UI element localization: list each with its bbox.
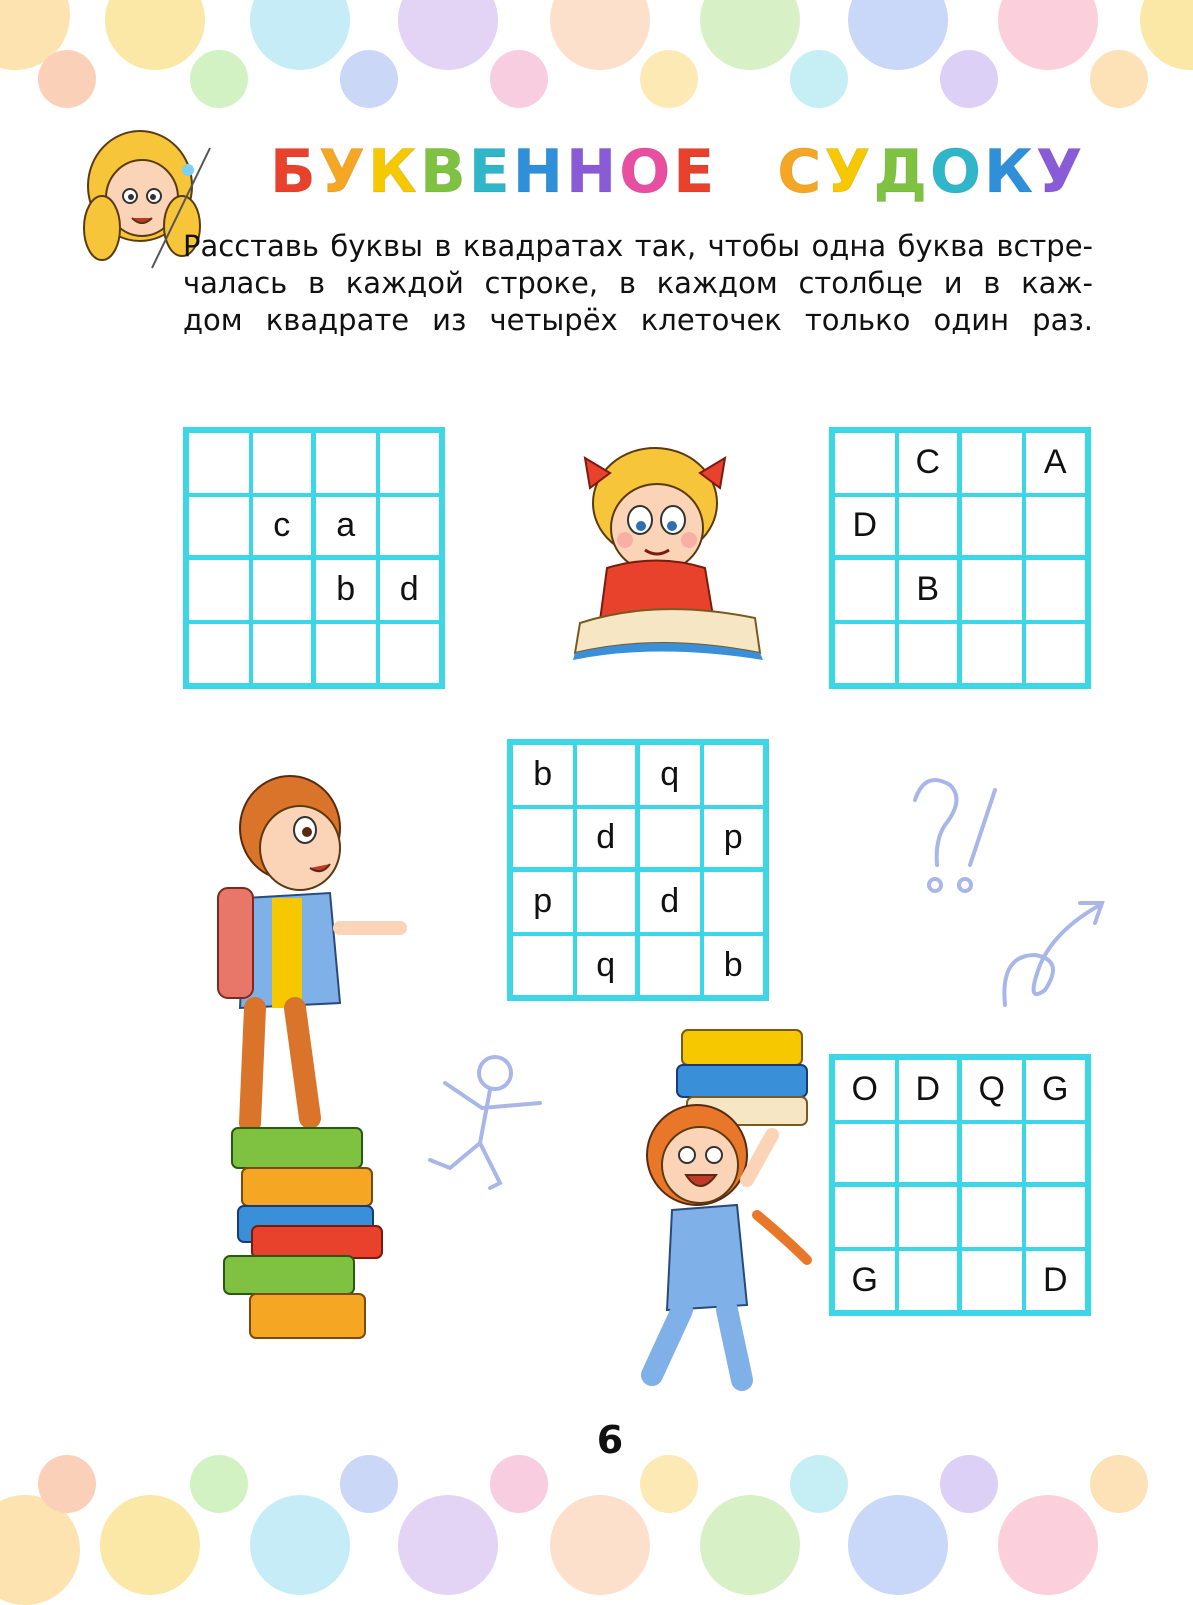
grid-cell[interactable]: d: [575, 807, 639, 871]
grid-cell[interactable]: [897, 1185, 961, 1249]
grid-cell[interactable]: [378, 495, 442, 559]
dot: [848, 0, 948, 70]
dot: [340, 1455, 398, 1513]
grid-cell[interactable]: B: [897, 558, 961, 622]
dot: [190, 50, 248, 108]
dot: [998, 0, 1098, 70]
dot: [940, 50, 998, 108]
arrow-loop-doodle: [995, 895, 1115, 1030]
grid-cell[interactable]: G: [1024, 1058, 1088, 1122]
girl-carrying-books-illustration: [622, 1025, 822, 1395]
title-letter: Н: [512, 137, 566, 207]
question-exclamation-doodle: [905, 770, 1005, 900]
dot: [848, 1495, 948, 1595]
dot: [38, 50, 96, 108]
grid-cell[interactable]: [702, 743, 766, 807]
grid-cell[interactable]: [251, 558, 315, 622]
dot: [790, 1455, 848, 1513]
grid-cell[interactable]: [702, 870, 766, 934]
grid-cell[interactable]: [960, 495, 1024, 559]
grid-cell[interactable]: p: [511, 870, 575, 934]
grid-cell[interactable]: [960, 622, 1024, 686]
dot: [940, 1455, 998, 1513]
title-letter: О: [929, 137, 984, 207]
title-letter: У: [824, 137, 874, 207]
page-title: [270, 132, 1086, 212]
title-letter: О: [619, 137, 674, 207]
grid-cell[interactable]: d: [378, 558, 442, 622]
instruction-line: чалась в каждой строке, в каждом столбце и в каж-: [183, 266, 1093, 300]
title-letter: К: [368, 137, 421, 207]
dot: [490, 50, 548, 108]
dot: [38, 1455, 96, 1513]
grid-cell[interactable]: [314, 431, 378, 495]
dot: [700, 0, 800, 70]
girl-reading-illustration: [545, 428, 770, 678]
grid-cell[interactable]: [960, 1122, 1024, 1186]
instruction-line: Расставь буквы в квадратах так, чтобы одна буква встре-: [183, 229, 1093, 263]
title-letter: Е: [673, 137, 718, 207]
grid-cell[interactable]: [897, 495, 961, 559]
grid-cell[interactable]: [378, 622, 442, 686]
title-letter: Е: [468, 137, 513, 207]
grid-cell[interactable]: [251, 431, 315, 495]
grid-cell[interactable]: C: [897, 431, 961, 495]
sudoku-grid-1: [183, 427, 445, 689]
grid-cell[interactable]: b: [702, 934, 766, 998]
grid-cell[interactable]: p: [702, 807, 766, 871]
dot: [250, 1495, 350, 1595]
title-letter: В: [420, 137, 469, 207]
grid-cell[interactable]: [833, 431, 897, 495]
grid-cell[interactable]: [1024, 495, 1088, 559]
grid-cell[interactable]: [960, 431, 1024, 495]
grid-cell[interactable]: [638, 807, 702, 871]
grid-cell[interactable]: [833, 1122, 897, 1186]
dot: [340, 50, 398, 108]
title-letter: Б: [270, 137, 319, 207]
grid-cell[interactable]: a: [314, 495, 378, 559]
grid-cell[interactable]: A: [1024, 431, 1088, 495]
grid-cell[interactable]: b: [314, 558, 378, 622]
grid-cell[interactable]: G: [833, 1249, 897, 1313]
grid-cell[interactable]: [897, 1249, 961, 1313]
title-letter: С: [777, 137, 825, 207]
grid-cell[interactable]: [960, 1185, 1024, 1249]
grid-cell[interactable]: [960, 558, 1024, 622]
title-letter: У: [318, 137, 368, 207]
sudoku-grid-3: [507, 739, 769, 1001]
dot: [640, 50, 698, 108]
dot: [1140, 0, 1193, 70]
grid-cell[interactable]: [511, 934, 575, 998]
grid-cell[interactable]: [187, 495, 251, 559]
grid-cell[interactable]: [1024, 1185, 1088, 1249]
grid-cell[interactable]: Q: [960, 1058, 1024, 1122]
instruction-text: [183, 228, 1093, 339]
dot: [105, 0, 205, 70]
title-letter: Д: [873, 137, 930, 207]
dot: [250, 0, 350, 70]
grid-cell[interactable]: [1024, 622, 1088, 686]
dot: [550, 0, 650, 70]
page-number: 6: [596, 1418, 624, 1462]
dot: [1090, 50, 1148, 108]
dot: [700, 1495, 800, 1595]
grid-cell[interactable]: [638, 934, 702, 998]
dot: [398, 1495, 498, 1595]
dot: [790, 50, 848, 108]
dot: [398, 0, 498, 70]
grid-cell[interactable]: [575, 743, 639, 807]
grid-cell[interactable]: [833, 558, 897, 622]
dot: [998, 1495, 1098, 1595]
grid-cell[interactable]: [511, 807, 575, 871]
grid-cell[interactable]: [187, 431, 251, 495]
grid-cell[interactable]: [575, 870, 639, 934]
dot: [100, 1495, 200, 1595]
grid-cell[interactable]: [378, 431, 442, 495]
grid-cell[interactable]: b: [511, 743, 575, 807]
dot: [490, 1455, 548, 1513]
grid-cell[interactable]: q: [638, 743, 702, 807]
grid-cell[interactable]: D: [833, 495, 897, 559]
sudoku-grid-2: [829, 427, 1091, 689]
instruction-line: дом квадрате из четырёх клеточек только один раз.: [183, 303, 1093, 337]
boy-on-books-illustration: [210, 768, 410, 1343]
grid-cell[interactable]: c: [251, 495, 315, 559]
grid-cell[interactable]: [187, 622, 251, 686]
dot: [640, 1455, 698, 1513]
title-letter: У: [1036, 137, 1086, 207]
stick-figure-doodle: [420, 1048, 565, 1193]
sudoku-grid-4: [829, 1054, 1091, 1316]
grid-cell[interactable]: O: [833, 1058, 897, 1122]
grid-cell[interactable]: [833, 1185, 897, 1249]
grid-cell[interactable]: [1024, 558, 1088, 622]
title-letter: Н: [566, 137, 620, 207]
grid-cell[interactable]: [833, 622, 897, 686]
grid-cell[interactable]: q: [575, 934, 639, 998]
grid-cell[interactable]: [897, 1122, 961, 1186]
grid-cell[interactable]: D: [897, 1058, 961, 1122]
grid-cell[interactable]: D: [1024, 1249, 1088, 1313]
grid-cell[interactable]: [251, 622, 315, 686]
title-letter: К: [984, 137, 1037, 207]
grid-cell[interactable]: [314, 622, 378, 686]
dot: [550, 1495, 650, 1595]
grid-cell[interactable]: [897, 622, 961, 686]
dot: [190, 1455, 248, 1513]
grid-cell[interactable]: [1024, 1122, 1088, 1186]
grid-cell[interactable]: [187, 558, 251, 622]
grid-cell[interactable]: [960, 1249, 1024, 1313]
grid-cell[interactable]: d: [638, 870, 702, 934]
dot: [1090, 1455, 1148, 1513]
